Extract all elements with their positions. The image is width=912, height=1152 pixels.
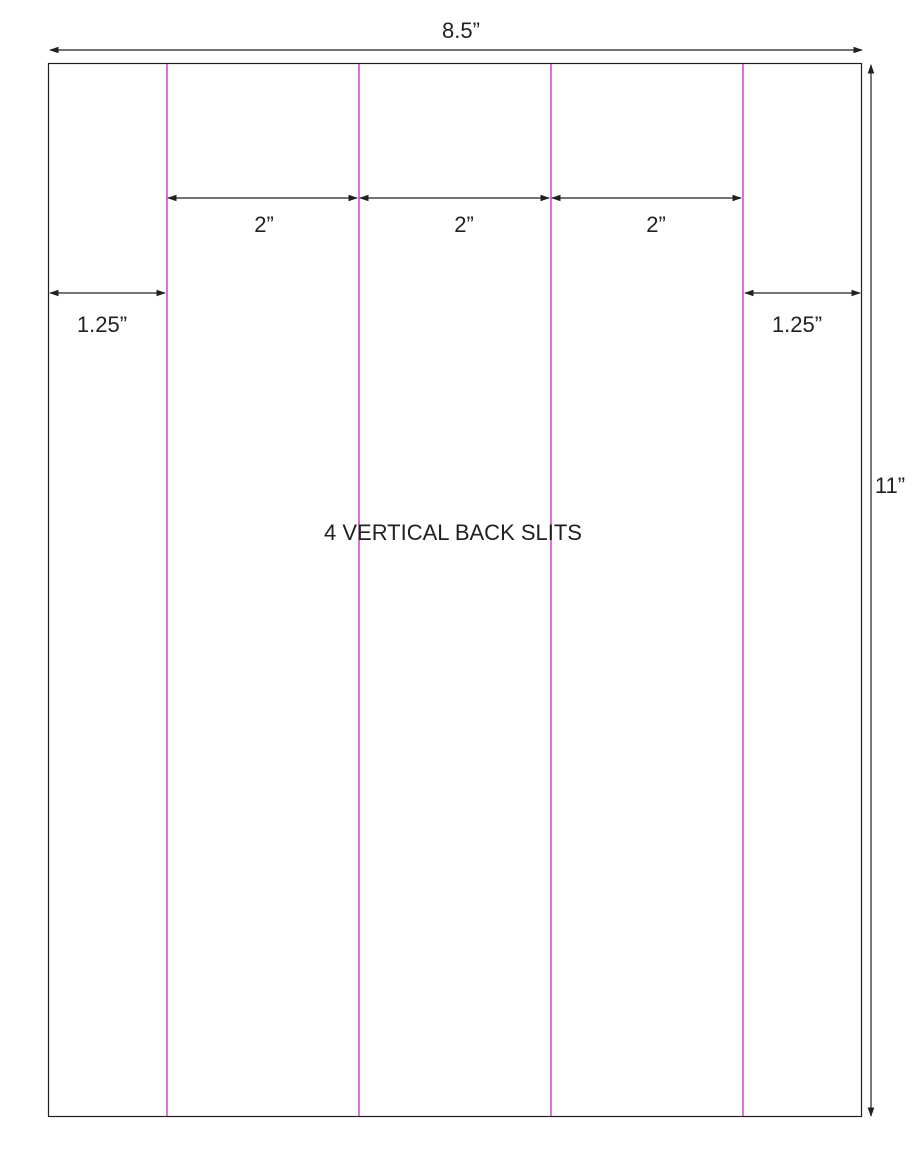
left-margin-label: 1.25”	[76, 312, 128, 337]
height-label: 11”	[874, 473, 906, 498]
panel-3-label: 2”	[646, 212, 666, 237]
panel-2-label: 2”	[454, 212, 474, 237]
diagram-caption: 4 VERTICAL BACK SLITS	[324, 520, 582, 545]
panel-1-label: 2”	[254, 212, 274, 237]
width-label: 8.5”	[442, 18, 480, 43]
right-margin-label: 1.25”	[771, 312, 823, 337]
